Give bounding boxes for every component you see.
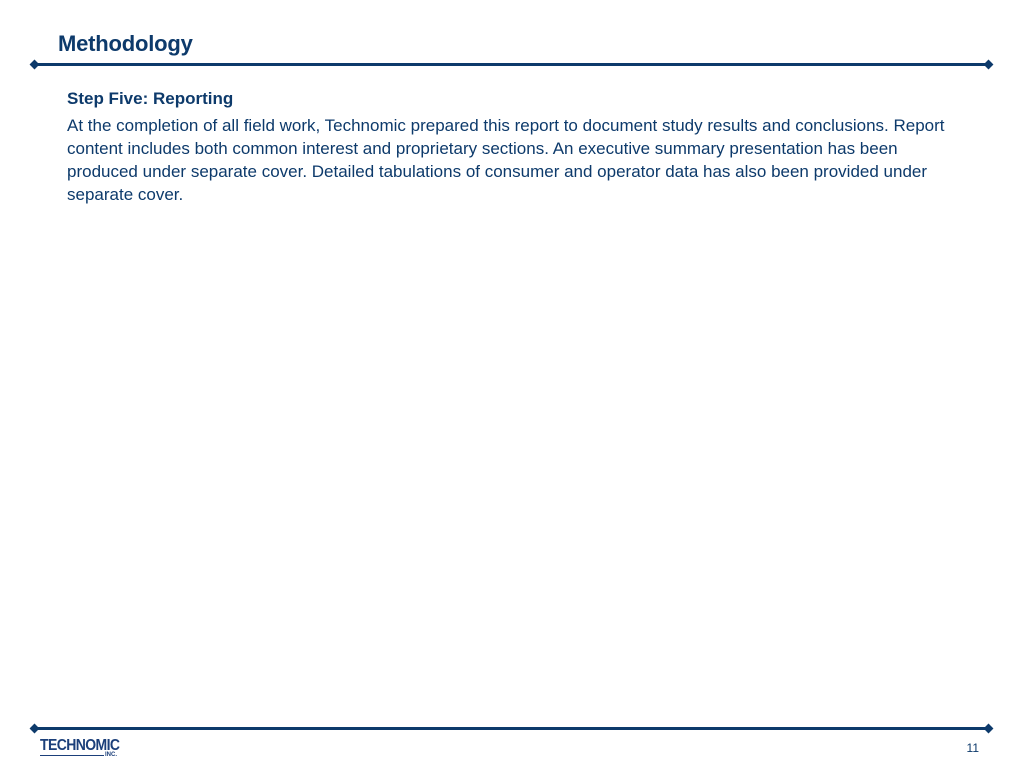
divider-left-diamond <box>30 724 40 734</box>
logo-underline <box>40 755 104 756</box>
divider-right-diamond <box>984 724 994 734</box>
divider-left-diamond <box>30 60 40 70</box>
body-paragraph: At the completion of all field work, Technomic prepared this report to document study results and conclusions. Report content includes both common interest and proprietary sections. An executive summary presentation has been produced under separate cover. Detailed tabulations of consumer and operator data has also been provided under separate cover. <box>67 116 945 204</box>
page-number: 11 <box>966 741 979 755</box>
section-heading: Step Five: Reporting <box>67 89 234 108</box>
header-divider <box>35 63 988 66</box>
technomic-logo <box>40 735 120 761</box>
page-title: Methodology <box>58 31 193 56</box>
footer-divider <box>35 727 988 730</box>
divider-right-diamond <box>984 60 994 70</box>
logo-wordmark: TECHNOMIC <box>40 735 120 754</box>
logo-suffix: INC. <box>105 752 117 758</box>
